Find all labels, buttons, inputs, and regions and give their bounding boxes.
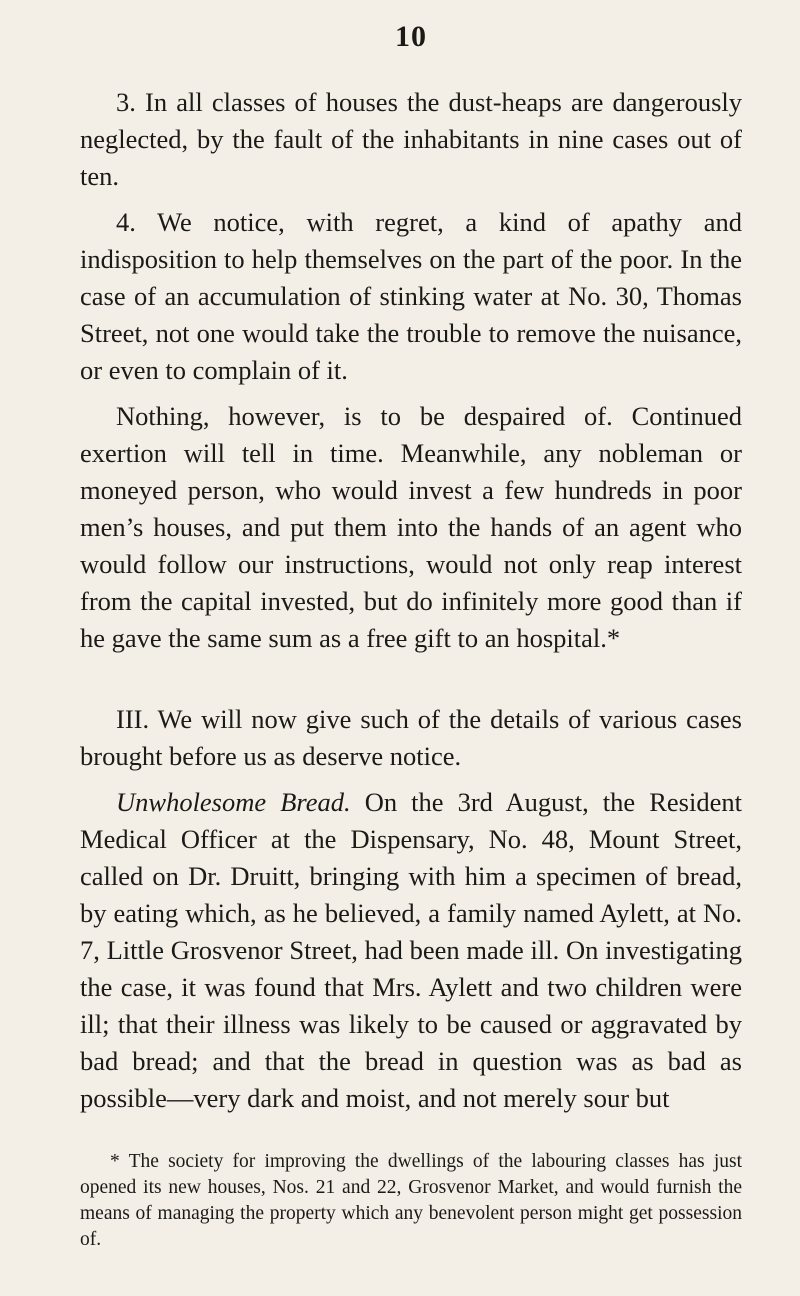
body-text bbox=[80, 84, 742, 1126]
paragraph-text: On the 3rd August, the Resident Medical Officer at the Dispensary, No. 48, Mount Street, called on Dr. Druitt, bringing with him a specimen of bread, by eating which, as he believed, a family named Aylett, at No. 7, Little Grosvenor Street, had been made ill. On investigating the case, it was found that Mrs. Aylett and two children were ill; that their illness was likely to be caused or aggravated by bad bread; and that the bread in question was as bad as possible—very dark and moist, and not merely sour but bbox=[80, 787, 742, 1113]
paragraph-dust-heaps bbox=[80, 84, 742, 195]
paragraph-apathy bbox=[80, 204, 742, 389]
footnote: * The society for improving the dwellings of the labouring classes has just opened its new houses, Nos. 21 and 22, Grosvenor Market, and would furnish the means of managing the property which any benevolent person might get possession of. bbox=[80, 1151, 742, 1250]
paragraph-investment bbox=[80, 398, 742, 657]
paragraph-section-iii bbox=[80, 701, 742, 775]
paragraph-text: Nothing, however, is to be despaired of. Continued exertion will tell in time. Meanwhile, any nobleman or moneyed person, who would invest a few hundreds in poor men’s houses, and put them into the hands of an agent who would follow our instructions, would not only reap interest from the capital invested, but do infinitely more good than if he gave the same sum as a free gift to an hospital.* bbox=[80, 401, 742, 653]
paragraph-lead-italic: Unwholesome Bread. bbox=[116, 787, 351, 817]
paragraph-unwholesome-bread bbox=[80, 784, 742, 1117]
page-number: 10 bbox=[395, 20, 427, 53]
paragraph-text: 4. We notice, with regret, a kind of apathy and indisposition to help themselves on the part of the poor. In the case of an accumulation of stinking water at No. 30, Thomas Street, not one would take the trouble to remove the nuisance, or even to complain of it. bbox=[80, 207, 742, 385]
paragraph-text: III. We will now give such of the details of various cases brought before us as deserve notice. bbox=[80, 704, 742, 771]
paragraph-text: 3. In all classes of houses the dust-heaps are dangerously neglected, by the fault of the inhabitants in nine cases out of ten. bbox=[80, 87, 742, 191]
book-page bbox=[80, 0, 742, 1296]
